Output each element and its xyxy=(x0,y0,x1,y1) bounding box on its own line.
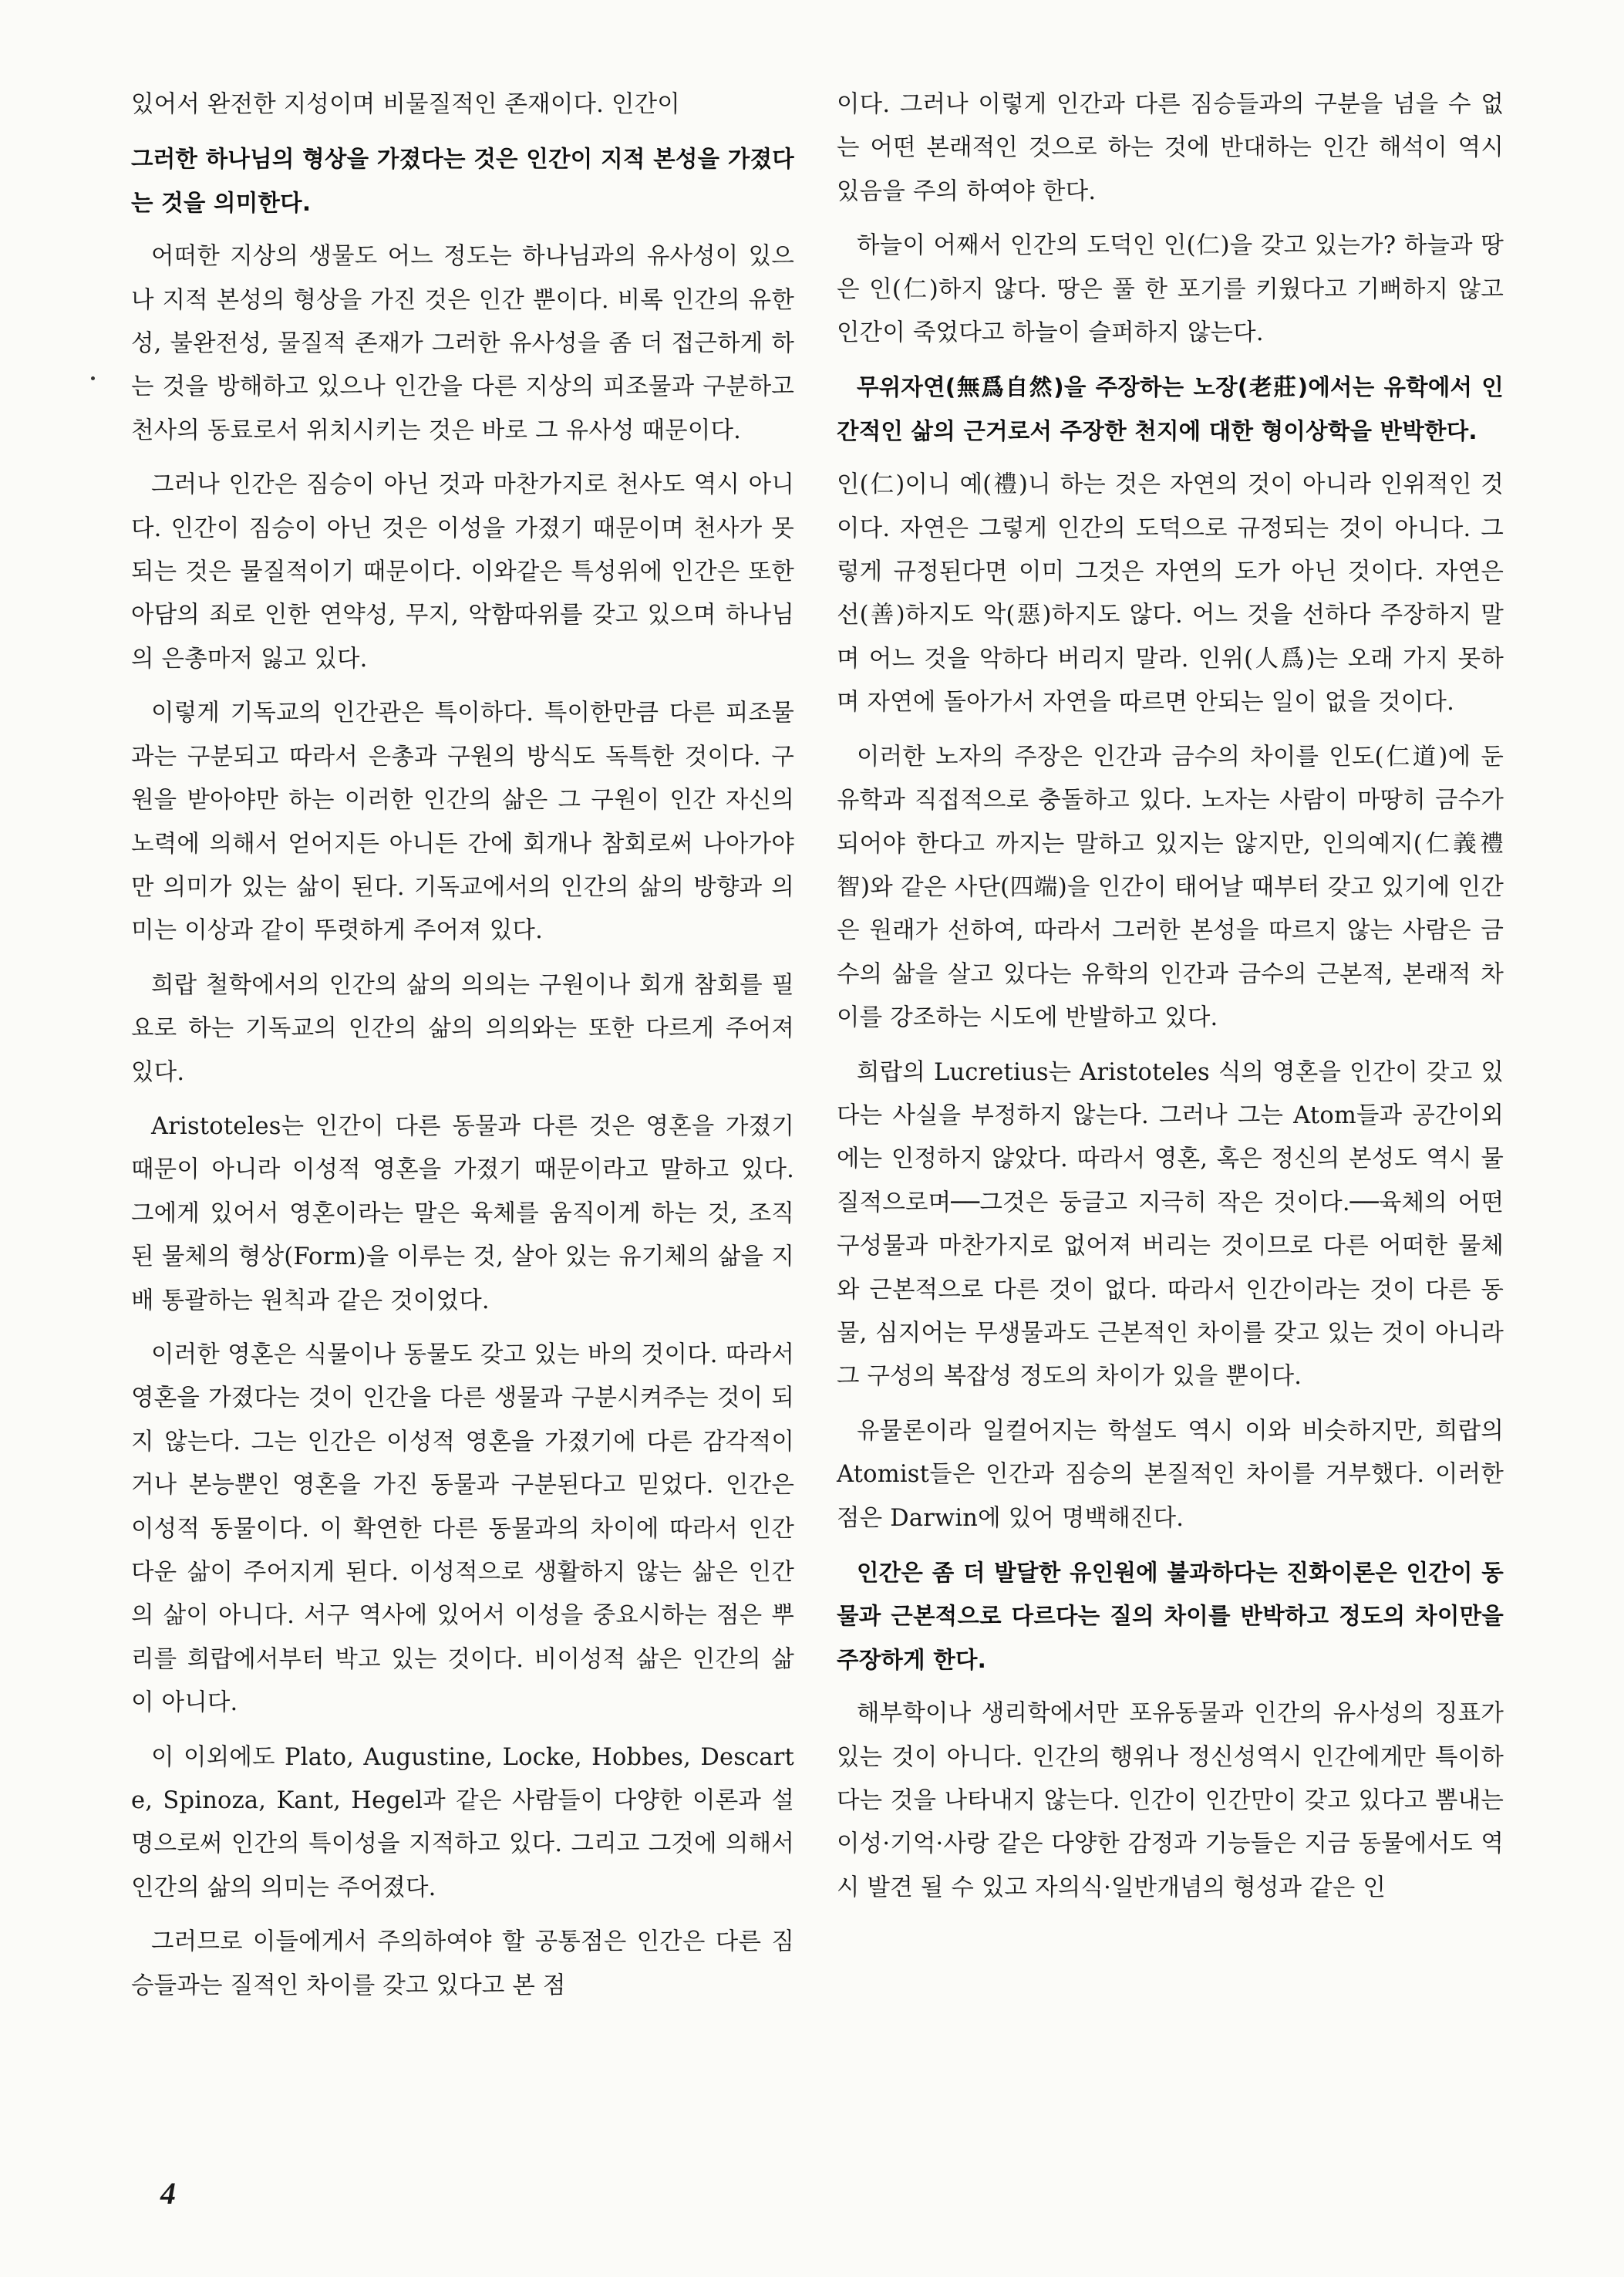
right-column xyxy=(837,83,1504,1921)
left-column xyxy=(131,83,794,2019)
paragraph: 이렇게 기독교의 인간관은 특이하다. 특이한만큼 다른 피조물과는 구분되고 따라서 은총과 구원의 방식도 독특한 것이다. 구원을 받아야만 하는 이러한 인간의 삶은 그 구원이 인간 자신의 노력에 의해서 얻어지든 아니든 간에 회개나 참회로써 나아가야만 의미가 있는 삶이 된다. 기독교에서의 인간의 삶의 방향과 의미는 이상과 같이 뚜렷하게 주어져 있다. xyxy=(131,700,794,945)
paragraph: 무위자연(無爲自然)을 주장하는 노장(老莊)에서는 유학에서 인간적인 삶의 근거로서 주장한 천지에 대한 형이상학을 반박한다. xyxy=(837,374,1504,444)
paragraph: 그러므로 이들에게서 주의하여야 할 공통점은 인간은 다른 짐승들과는 질적인 차이를 갖고 있다고 본 점 xyxy=(131,1928,794,1999)
paragraph: 어떠한 지상의 생물도 어느 정도는 하나님과의 유사성이 있으나 지적 본성의 형상을 가진 것은 인간 뿐이다. 비록 인간의 유한성, 불완전성, 물질적 존재가 그러한 유사성을 좀 더 접근하게 하는 것을 방해하고 있으나 인간을 다른 지상의 피조물과 구분하고 천사의 동료로서 위치시키는 것은 바로 그 유사성 때문이다. xyxy=(131,243,794,444)
paragraph: 해부학이나 생리학에서만 포유동물과 인간의 유사성의 징표가 있는 것이 아니다. 인간의 행위나 정신성역시 인간에게만 특이하다는 것을 나타내지 않는다. 인간이 인간만이 갖고 있다고 뽐내는 이성·기억·사랑 같은 다양한 감정과 기능들은 지금 동물에서도 역시 발견 될 수 있고 자의식·일반개념의 형성과 같은 인 xyxy=(837,1700,1504,1901)
paragraph: 그러나 인간은 짐승이 아닌 것과 마찬가지로 천사도 역시 아니다. 인간이 짐승이 아닌 것은 이성을 가졌기 때문이며 천사가 못 되는 것은 물질적이기 때문이다. 이와같은 특성위에 인간은 또한 아담의 죄로 인한 연약성, 무지, 악함따위를 갖고 있으며 하나님의 은총마저 잃고 있다. xyxy=(131,471,794,673)
paragraph: 희랍 철학에서의 인간의 삶의 의의는 구원이나 회개 참회를 필요로 하는 기독교의 인간의 삶의 의의와는 또한 다르게 주어져 있다. xyxy=(131,971,794,1086)
paragraph: 이다. 그러나 이렇게 인간과 다른 짐승들과의 구분을 넘을 수 없는 어떤 본래적인 것으로 하는 것에 반대하는 인간 해석이 역시 있음을 주의 하여야 한다. xyxy=(837,91,1504,205)
paragraph: 인(仁)이니 예(禮)니 하는 것은 자연의 것이 아니라 인위적인 것이다. 자연은 그렇게 인간의 도덕으로 규정되는 것이 아니다. 그렇게 규정된다면 이미 그것은 자연의 도가 아닌 것이다. 자연은 선(善)하지도 악(惡)하지도 않다. 어느 것을 선하다 주장하지 말며 어느 것을 악하다 버리지 말라. 인위(人爲)는 오래 가지 못하며 자연에 돌아가서 자연을 따르면 안되는 일이 없을 것이다. xyxy=(837,471,1504,717)
paragraph: 이러한 노자의 주장은 인간과 금수의 차이를 인도(仁道)에 둔 유학과 직접적으로 충돌하고 있다. 노자는 사람이 마땅히 금수가 되어야 한다고 까지는 말하고 있지는 않지만, 인의예지(仁義禮智)와 같은 사단(四端)을 인간이 태어날 때부터 갖고 있기에 인간은 원래가 선하여, 따라서 그러한 본성을 따르지 않는 사람은 금수의 삶을 살고 있다는 유학의 인간과 금수의 근본적, 본래적 차이를 강조하는 시도에 반발하고 있다. xyxy=(837,743,1504,1032)
paragraph: 희랍의 Lucretius는 Aristoteles 식의 영혼을 인간이 갖고 있다는 사실을 부정하지 않는다. 그러나 그는 Atom들과 공간이외에는 인정하지 않았다. 따라서 영혼, 혹은 정신의 본성도 역시 물질적으로며──그것은 둥글고 지극히 작은 것이다.──육체의 어떤 구성물과 마찬가지로 없어져 버리는 것이므로 다른 어떠한 물체와 근본적으로 다른 것이 없다. 따라서 인간이라는 것이 다른 동물, 심지어는 무생물과도 근본적인 차이를 갖고 있는 것이 아니라 그 구성의 복잡성 정도의 차이가 있을 뿐이다. xyxy=(837,1058,1504,1391)
paragraph: 그러한 하나님의 형상을 가졌다는 것은 인간이 지적 본성을 가졌다는 것을 의미한다. xyxy=(131,146,794,216)
paragraph: 이러한 영혼은 식물이나 동물도 갖고 있는 바의 것이다. 따라서 영혼을 가졌다는 것이 인간을 다른 생물과 구분시켜주는 것이 되지 않는다. 그는 인간은 이성적 영혼을 가졌기에 다른 감각적이거나 본능뿐인 영혼을 가진 동물과 구분된다고 믿었다. 인간은 이성적 동물이다. 이 확연한 다른 동물과의 차이에 따라서 인간다운 삶이 주어지게 된다. 이성적으로 생활하지 않는 삶은 인간의 삶이 아니다. 서구 역사에 있어서 이성을 중요시하는 점은 뿌리를 희랍에서부터 박고 있는 것이다. 비이성적 삶은 인간의 삶이 아니다. xyxy=(131,1341,794,1717)
paragraph: Aristoteles는 인간이 다른 동물과 다른 것은 영혼을 가졌기 때문이 아니라 이성적 영혼을 가졌기 때문이라고 말하고 있다. 그에게 있어서 영혼이라는 말은 육체를 움직이게 하는 것, 조직된 물체의 형상(Form)을 이루는 것, 살아 있는 유기체의 삶을 지배 통괄하는 원칙과 같은 것이었다. xyxy=(131,1112,794,1314)
paragraph: 하늘이 어째서 인간의 도덕인 인(仁)을 갖고 있는가? 하늘과 땅은 인(仁)하지 않다. 땅은 풀 한 포기를 키웠다고 기뻐하지 않고 인간이 죽었다고 하늘이 슬퍼하지 않는다. xyxy=(837,232,1504,347)
paragraph: 유물론이라 일컬어지는 학설도 역시 이와 비슷하지만, 희랍의 Atomist들은 인간과 짐승의 본질적인 차이를 거부했다. 이러한 점은 Darwin에 있어 명백해진다. xyxy=(837,1417,1504,1532)
paragraph: 인간은 좀 더 발달한 유인원에 불과하다는 진화이론은 인간이 동물과 근본적으로 다르다는 질의 차이를 반박하고 정도의 차이만을 주장하게 한다. xyxy=(837,1560,1504,1673)
paragraph: 있어서 완전한 지성이며 비물질적인 존재이다. 인간이 xyxy=(131,91,680,118)
page-number: 4 xyxy=(160,2176,176,2211)
scan-speck xyxy=(91,376,95,380)
paragraph: 이 이외에도 Plato, Augustine, Locke, Hobbes, Descarte, Spinoza, Kant, Hegel과 같은 사람들이 다양한 이론과 설명으로써 인간의 특이성을 지적하고 있다. 그리고 그것에 의해서 인간의 삶의 의미는 주어졌다. xyxy=(131,1743,794,1901)
